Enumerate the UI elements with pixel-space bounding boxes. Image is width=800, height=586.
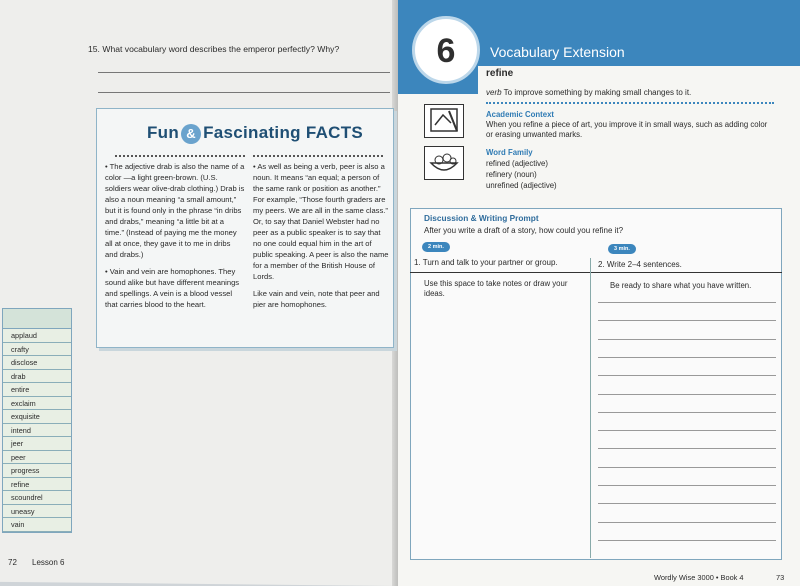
fun-facts-title: Fun & Fascinating FACTS (147, 123, 364, 142)
writing-line[interactable] (598, 394, 776, 395)
time-badge-step2: 3 min. (608, 244, 636, 254)
discussion-heading: Discussion & Writing Prompt (424, 213, 539, 223)
word-list-item: jeer (3, 437, 71, 451)
word-list-item: crafty (3, 343, 71, 357)
academic-context-heading: Academic Context (486, 110, 555, 119)
ampersand-badge: & (181, 124, 201, 144)
writing-line[interactable] (598, 485, 776, 486)
answer-line[interactable] (98, 92, 390, 93)
writing-line[interactable] (598, 412, 776, 413)
word-list (2, 308, 72, 533)
sketch-pad-icon (424, 104, 464, 138)
step2-label: 2. Write 2–4 sentences. (598, 260, 682, 269)
writing-line[interactable] (598, 448, 776, 449)
dotted-divider (253, 155, 383, 157)
writing-line[interactable] (598, 375, 776, 376)
word-family-heading: Word Family (486, 148, 533, 157)
fact-vain: • Vain and vein are homophones. They sound alike but have different meanings and spellings. A vein is a blood vessel that carries blood to the heart. (105, 267, 240, 309)
dotted-divider (486, 102, 774, 104)
column-divider (590, 258, 591, 558)
writing-line[interactable] (598, 357, 776, 358)
word-list-item: intend (3, 424, 71, 438)
discussion-prompt: After you write a draft of a story, how could you refine it? (424, 226, 624, 235)
writing-line[interactable] (598, 467, 776, 468)
academic-context-text: When you refine a piece of art, you improve it in small ways, such as adding color or erasing unwanted marks. (486, 120, 768, 139)
step1-note: Use this space to take notes or draw your ideas. (424, 279, 568, 298)
dotted-divider (115, 155, 245, 157)
vocab-word: refine (486, 68, 514, 79)
book-footer: Wordly Wise 3000 • Book 4 (654, 573, 744, 582)
writing-line[interactable] (598, 503, 776, 504)
fun-facts-box (96, 108, 394, 348)
step1-label: 1. Turn and talk to your partner or group. (414, 258, 558, 267)
fruit-bowl-icon (424, 146, 464, 180)
word-list-item: uneasy (3, 505, 71, 519)
word-family-item: refinery (noun) (486, 170, 537, 179)
word-list-item: exquisite (3, 410, 71, 424)
word-list-item: disclose (3, 356, 71, 370)
time-badge-step1: 2 min. (422, 242, 450, 252)
writing-line[interactable] (598, 320, 776, 321)
writing-line[interactable] (598, 339, 776, 340)
word-list-item: drab (3, 370, 71, 384)
word-list-item: refine (3, 478, 71, 492)
lesson-label: Lesson 6 (32, 558, 65, 567)
writing-line[interactable] (598, 430, 776, 431)
word-list-header (3, 309, 71, 329)
discussion-divider (410, 272, 782, 273)
question-15: 15. What vocabulary word describes the emperor perfectly? Why? (88, 44, 340, 54)
word-list-item: peer (3, 451, 71, 465)
right-page-number: 73 (776, 573, 785, 582)
writing-line[interactable] (598, 302, 776, 303)
word-list-item: exclaim (3, 397, 71, 411)
writing-line[interactable] (598, 540, 776, 541)
answer-line[interactable] (98, 72, 390, 73)
facts-column-1 (105, 161, 245, 316)
left-page-number: 72 (8, 558, 17, 567)
lesson-number-badge: 6 (412, 16, 480, 84)
section-title: Vocabulary Extension (490, 44, 625, 60)
word-list-item: vain (3, 518, 71, 532)
word-list-item: applaud (3, 329, 71, 343)
fact-drab: • The adjective drab is also the name of a color —a light green-brown. (U.S. soldiers wear olive-drab clothing.) Drab is also a noun meaning “a small amount,” but it is found only in the phrase “in dribs and drabs,” meaning “a little bit at a time.” (Instead of paying me the money all at once, they gave it to me in dribs and drabs.) (105, 162, 245, 259)
definition: verb To improve something by making small changes to it. (486, 88, 692, 97)
fact-peer-pier: Like vain and vein, note that peer and pier are homophones. (253, 289, 380, 309)
word-list-item: entire (3, 383, 71, 397)
word-list-item: scoundrel (3, 491, 71, 505)
fact-peer: • As well as being a verb, peer is also a noun. It means “an equal; a person of the same rank or position as another.” For example, “Those fourth graders are my peers. We are all in the same class.” Or, to say that Daniel Webster had no peer as a public speaker is to say that no one could equal him in the art of public speaking. A peer is also the name for a member of the British House of Lords. (253, 162, 389, 281)
step2-note: Be ready to share what you have written. (610, 281, 752, 290)
facts-column-2 (253, 161, 389, 316)
word-family-item: unrefined (adjective) (486, 181, 557, 190)
word-family-item: refined (adjective) (486, 159, 548, 168)
word-list-item: progress (3, 464, 71, 478)
writing-line[interactable] (598, 522, 776, 523)
